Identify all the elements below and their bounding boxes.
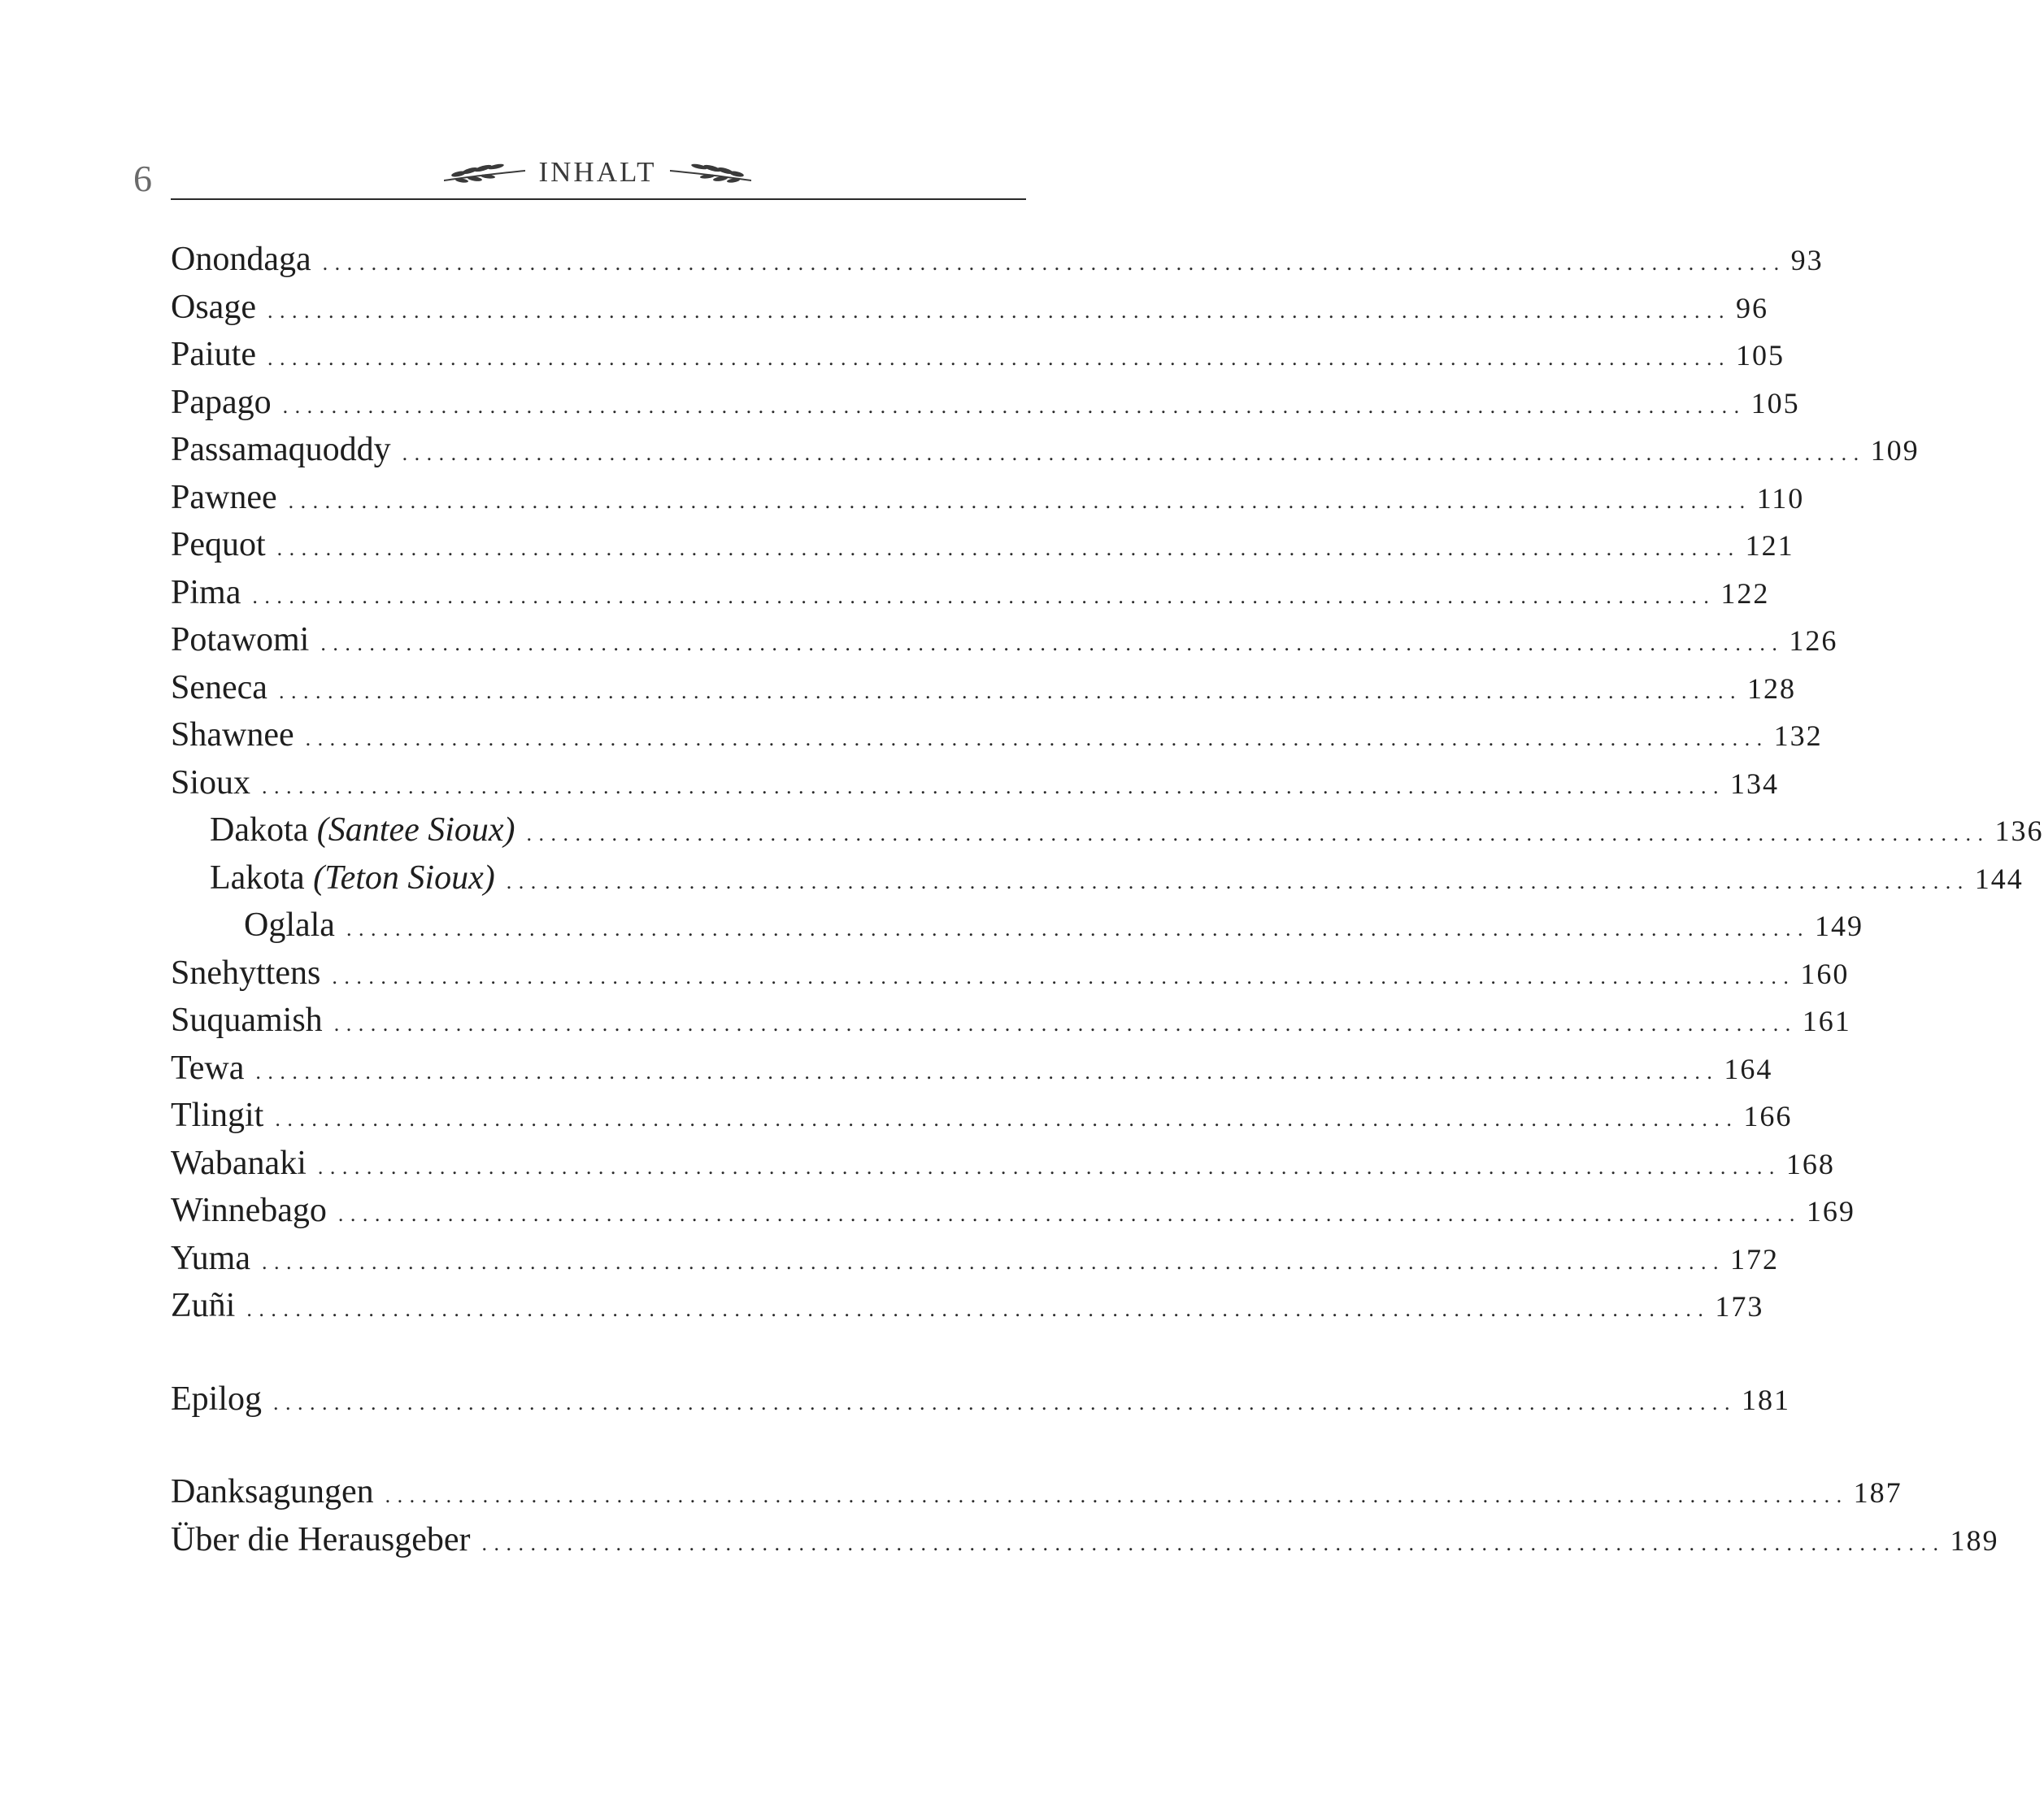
toc-page-number: 132 <box>1773 719 1823 752</box>
toc-entry-title: Paiute <box>171 336 256 373</box>
toc-entry <box>171 284 1768 332</box>
toc-page-number: 181 <box>1742 1383 1790 1416</box>
toc-entry-title: Seneca <box>171 668 267 706</box>
toc-page-number: 161 <box>1802 1005 1851 1037</box>
toc-entry <box>171 521 1794 569</box>
dot-leader: ........................................................................................................................ <box>320 632 1785 655</box>
toc-entry-title: Passamaquoddy <box>171 431 391 468</box>
toc-entry <box>171 616 1838 664</box>
toc-entry-label <box>171 1235 262 1282</box>
dot-leader: ........................................................................................................................ <box>262 774 1726 798</box>
toc-entry-title: Tewa <box>171 1049 245 1087</box>
toc-entry-title: Tlingit <box>171 1097 264 1134</box>
toc-page-number: 121 <box>1745 529 1794 562</box>
toc-entry-label <box>171 474 289 521</box>
toc-page-number: 187 <box>1853 1476 1903 1509</box>
toc-entry-title: Winnebago <box>171 1192 327 1229</box>
toc-entry-label <box>244 902 346 949</box>
toc-entry-title: Osage <box>171 288 256 326</box>
toc-entry <box>171 1045 1773 1093</box>
toc-entry-title: Über die Herausgeber <box>171 1520 471 1558</box>
dot-leader: ........................................................................................................................ <box>337 1202 1802 1226</box>
dot-leader: ........................................................................................................................ <box>278 679 1742 703</box>
toc-entry <box>171 1376 1790 1423</box>
toc-page-number: 126 <box>1789 624 1838 657</box>
dot-leader: ........................................................................................................................ <box>275 1107 1739 1131</box>
toc-page-number: 166 <box>1743 1100 1793 1132</box>
toc-entry-label <box>171 521 277 568</box>
toc-entry-label <box>171 1187 338 1234</box>
toc-entry-label <box>171 331 267 378</box>
toc-page-number: 189 <box>1950 1523 1999 1557</box>
toc-entry <box>171 236 1824 284</box>
running-title: INHALT <box>538 156 657 188</box>
toc-entry <box>171 1468 1903 1516</box>
toc-page-number: 105 <box>1735 339 1785 372</box>
toc-entry-subtitle: (Santee Sioux) <box>316 811 515 849</box>
toc-page-number: 136 <box>1994 815 2044 847</box>
toc-entry-label <box>171 379 283 426</box>
toc-page-number: 122 <box>1720 576 1770 610</box>
dot-leader: ........................................................................................................................ <box>402 441 1866 465</box>
page-number: 6 <box>133 158 152 199</box>
toc-entry <box>171 474 1805 522</box>
toc-entry <box>171 806 2044 854</box>
toc-entry <box>171 854 2024 902</box>
running-head <box>439 150 756 195</box>
toc-entry-label <box>171 426 402 473</box>
dot-leader: ........................................................................................................................ <box>322 251 1786 275</box>
dot-leader: ........................................................................................................................ <box>255 1059 1720 1084</box>
toc-entry <box>171 331 1785 379</box>
toc-page-number: 164 <box>1724 1052 1773 1085</box>
toc-entry-label <box>171 1092 275 1139</box>
toc-entry-title: Danksagungen <box>171 1473 374 1510</box>
toc-entry-label <box>171 236 323 283</box>
toc-page-number: 134 <box>1730 767 1780 800</box>
toc-entry <box>171 902 1864 950</box>
dot-leader: ........................................................................................................................ <box>385 1484 1849 1507</box>
toc-entry-title: Potawomi <box>171 621 310 658</box>
toc-page-number: 160 <box>1800 957 1850 990</box>
toc-page-number: 109 <box>1870 434 1920 467</box>
wheat-sprig-icon <box>668 160 753 185</box>
toc-entry <box>171 569 1770 617</box>
toc-entry <box>171 664 1796 712</box>
toc-entry <box>171 950 1850 997</box>
dot-leader: ........................................................................................................................ <box>267 346 1731 370</box>
toc-entry-title: Papago <box>171 383 272 421</box>
header-rule <box>171 198 1026 200</box>
toc-entry-label <box>171 1516 481 1563</box>
toc-page-number: 172 <box>1730 1242 1779 1276</box>
dot-leader: ........................................................................................................................ <box>526 822 1990 845</box>
toc-entry-label <box>171 664 279 711</box>
toc-entry-label <box>171 569 252 616</box>
toc-entry-title: Snehyttens <box>171 954 321 992</box>
dot-leader: ........................................................................................................................ <box>346 917 1810 941</box>
toc-entry-label <box>171 711 306 758</box>
dot-leader: ........................................................................................................................ <box>506 869 1970 893</box>
toc-entry-label <box>171 284 267 331</box>
toc-entry-label <box>171 1140 318 1187</box>
toc-entry-label <box>171 759 262 806</box>
toc-page-number: 144 <box>1974 862 2024 895</box>
dot-leader: ........................................................................................................................ <box>252 584 1716 608</box>
toc-entry-label <box>171 997 334 1044</box>
toc-entry-subtitle: (Teton Sioux) <box>313 858 495 897</box>
dot-leader: ........................................................................................................................ <box>481 1531 1946 1555</box>
dot-leader: ........................................................................................................................ <box>276 537 1741 560</box>
table-of-contents <box>171 236 2044 1563</box>
toc-entry <box>171 1187 1855 1235</box>
dot-leader: ........................................................................................................................ <box>246 1297 1711 1321</box>
dot-leader: ........................................................................................................................ <box>262 1250 1725 1274</box>
toc-entry-title: Onondaga <box>171 241 311 278</box>
toc-entry-label <box>210 806 527 854</box>
toc-page-number: 93 <box>1790 244 1824 276</box>
toc-page-number: 105 <box>1750 386 1800 419</box>
toc-entry <box>171 379 1800 427</box>
toc-entry <box>171 1140 1835 1188</box>
toc-page-number: 149 <box>1814 910 1864 942</box>
toc-entry <box>171 1282 1764 1330</box>
dot-leader: ........................................................................................................................ <box>288 489 1752 513</box>
toc-page-number: 128 <box>1746 671 1796 705</box>
toc-entry-title: Zuñi <box>171 1287 236 1324</box>
toc-entry <box>171 711 1823 759</box>
toc-entry <box>171 759 1780 807</box>
toc-entry-title: Suquamish <box>171 1002 323 1039</box>
toc-entry-title: Lakota <box>210 858 305 897</box>
dot-leader: ........................................................................................................................ <box>317 1154 1781 1179</box>
dot-leader: ........................................................................................................................ <box>282 393 1746 418</box>
toc-page-number: 96 <box>1735 291 1768 324</box>
toc-entry-title: Pequot <box>171 526 266 563</box>
toc-entry-title: Oglala <box>244 906 335 944</box>
toc-page-number: 169 <box>1806 1195 1855 1228</box>
toc-entry-label <box>210 854 507 902</box>
dot-leader: ........................................................................................................................ <box>305 727 1769 750</box>
toc-entry-label <box>171 1045 255 1092</box>
toc-entry-label <box>171 1468 385 1515</box>
toc-entry-label <box>171 950 332 997</box>
toc-page-number: 110 <box>1756 481 1805 515</box>
toc-entry-label <box>171 1376 273 1423</box>
toc-entry-title: Sioux <box>171 763 251 802</box>
toc-entry <box>171 426 1920 474</box>
toc-entry-title: Pawnee <box>171 478 277 516</box>
toc-entry-label <box>171 1282 246 1329</box>
toc-entry-label <box>171 616 320 663</box>
toc-entry <box>171 1235 1779 1283</box>
toc-entry-title: Wabanaki <box>171 1144 307 1182</box>
toc-entry-title: Yuma <box>171 1239 250 1277</box>
toc-entry-title: Pima <box>171 573 241 611</box>
toc-entry <box>171 1516 1999 1564</box>
dot-leader: ........................................................................................................................ <box>267 298 1731 323</box>
dot-leader: ........................................................................................................................ <box>332 964 1796 989</box>
wheat-sprig-icon <box>442 160 527 185</box>
toc-entry-title: Dakota <box>210 811 309 849</box>
dot-leader: ........................................................................................................................ <box>333 1012 1798 1036</box>
toc-entry <box>171 1092 1793 1140</box>
toc-entry-title: Epilog <box>171 1380 262 1418</box>
toc-page-number: 168 <box>1785 1147 1835 1180</box>
dot-leader: ........................................................................................................................ <box>273 1390 1737 1415</box>
toc-entry <box>171 997 1851 1045</box>
toc-entry-title: Shawnee <box>171 716 294 754</box>
toc-page-number: 173 <box>1715 1290 1764 1323</box>
